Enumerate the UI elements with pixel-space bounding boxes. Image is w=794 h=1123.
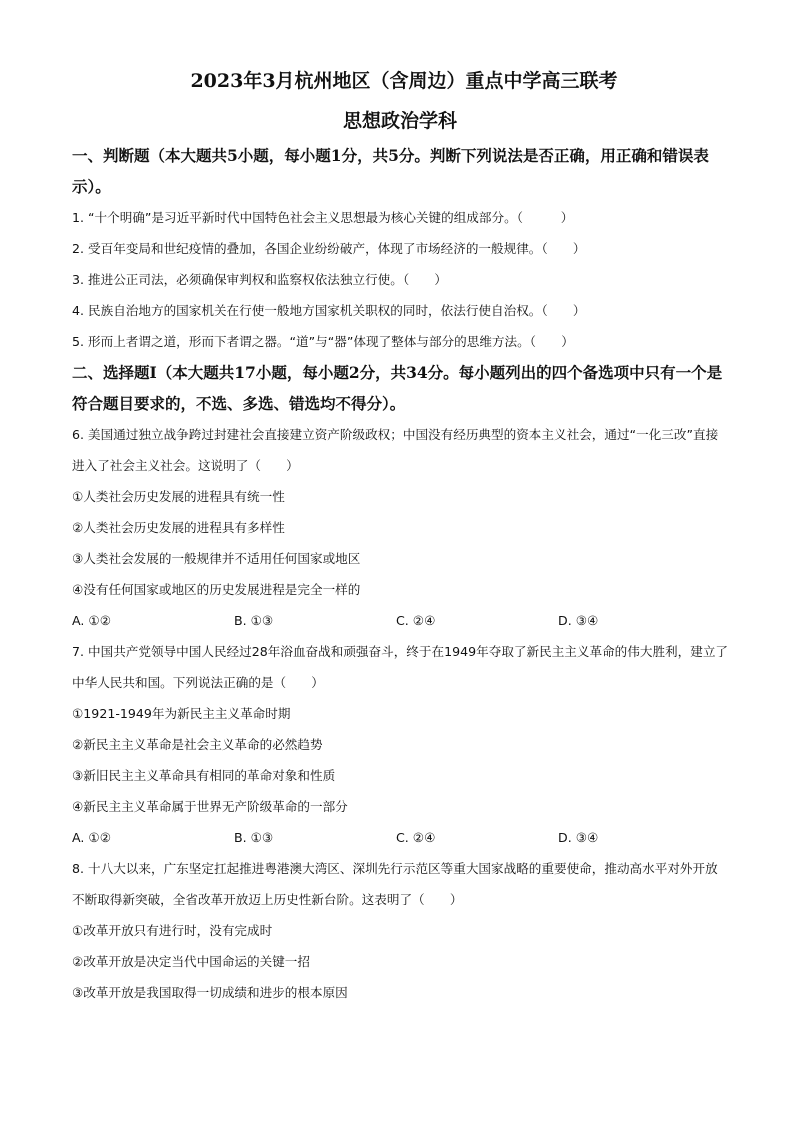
question-7-item-3: ③新旧民主主义革命具有相同的革命对象和性质 <box>72 768 336 783</box>
option-a: A. ①② <box>72 613 111 628</box>
question-7-stem: 7. 中国共产党领导中国人民经过28年浴血奋战和顽强奋斗，终于在1949年夺取了新民主主义革命的伟大胜利，建立了中华人民共和国。下列说法正确的是（ ） <box>72 644 729 690</box>
question-7-item-1: ①1921-1949年为新民主主义革命时期 <box>72 706 291 721</box>
question-8-stem: 8. 十八大以来，广东坚定扛起推进粤港澳大湾区、深圳先行示范区等重大国家战略的重要使命，推动高水平对外开放不断取得新突破，全省改革开放迈上历史性新台阶。这表明了（ ） <box>72 861 718 907</box>
question-6-stem: 6. 美国通过独立战争跨过封建社会直接建立资产阶级政权；中国没有经历典型的资本主义社会，通过“一化三改”直接进入了社会主义社会。这说明了（ ） <box>72 427 719 473</box>
question-6-item-4: ④没有任何国家或地区的历史发展进程是完全一样的 <box>72 582 361 597</box>
exam-subject: 思想政治学科 <box>342 110 457 132</box>
option-b: B. ①③ <box>234 613 274 628</box>
question-6-item-2: ②人类社会历史发展的进程具有多样性 <box>72 520 285 535</box>
option-c: C. ②④ <box>396 613 436 628</box>
section1-heading: 一、判断题（本大题共5小题，每小题1分，共5分。判断下列说法是否正确，用正确和错误表示）。 <box>72 146 709 196</box>
question-6-options <box>72 605 728 636</box>
option-d: D. ③④ <box>558 830 599 845</box>
option-b: B. ①③ <box>234 830 274 845</box>
question-6-item-3: ③人类社会发展的一般规律并不适用任何国家或地区 <box>72 551 361 566</box>
question-7-item-2: ②新民主主义革命是社会主义革命的必然趋势 <box>72 737 323 752</box>
judge-question-3: 3. 推进公正司法，必须确保审判权和监察权依法独立行使。（ ） <box>72 272 447 287</box>
judge-question-5: 5. 形而上者谓之道，形而下者谓之器。“道”与“器”体现了整体与部分的思维方法。（ ） <box>72 334 574 349</box>
exam-title: 2023年3月杭州地区（含周边）重点中学高三联考 <box>190 70 618 92</box>
question-8-item-2: ②改革开放是决定当代中国命运的关键一招 <box>72 954 310 969</box>
judge-question-2: 2. 受百年变局和世纪疫情的叠加，各国企业纷纷破产，体现了市场经济的一般规律。（ ） <box>72 241 586 256</box>
option-c: C. ②④ <box>396 830 436 845</box>
judge-question-1: 1. “十个明确”是习近平新时代中国特色社会主义思想最为核心关键的组成部分。（ ） <box>72 210 574 225</box>
question-7-item-4: ④新民主主义革命属于世界无产阶级革命的一部分 <box>72 799 348 814</box>
option-a: A. ①② <box>72 830 111 845</box>
section2-heading: 二、选择题Ⅰ（本大题共17小题，每小题2分，共34分。每小题列出的四个备选项中只有一个是符合题目要求的，不选、多选、错选均不得分）。 <box>72 363 723 413</box>
option-d: D. ③④ <box>558 613 599 628</box>
question-7-options <box>72 822 728 853</box>
judge-question-4: 4. 民族自治地方的国家机关在行使一般地方国家机关职权的同时，依法行使自治权。（ ） <box>72 303 586 318</box>
question-6-item-1: ①人类社会历史发展的进程具有统一性 <box>72 489 285 504</box>
question-8-item-1: ①改革开放只有进行时，没有完成时 <box>72 923 273 938</box>
question-8-item-3: ③改革开放是我国取得一切成绩和进步的根本原因 <box>72 985 348 1000</box>
